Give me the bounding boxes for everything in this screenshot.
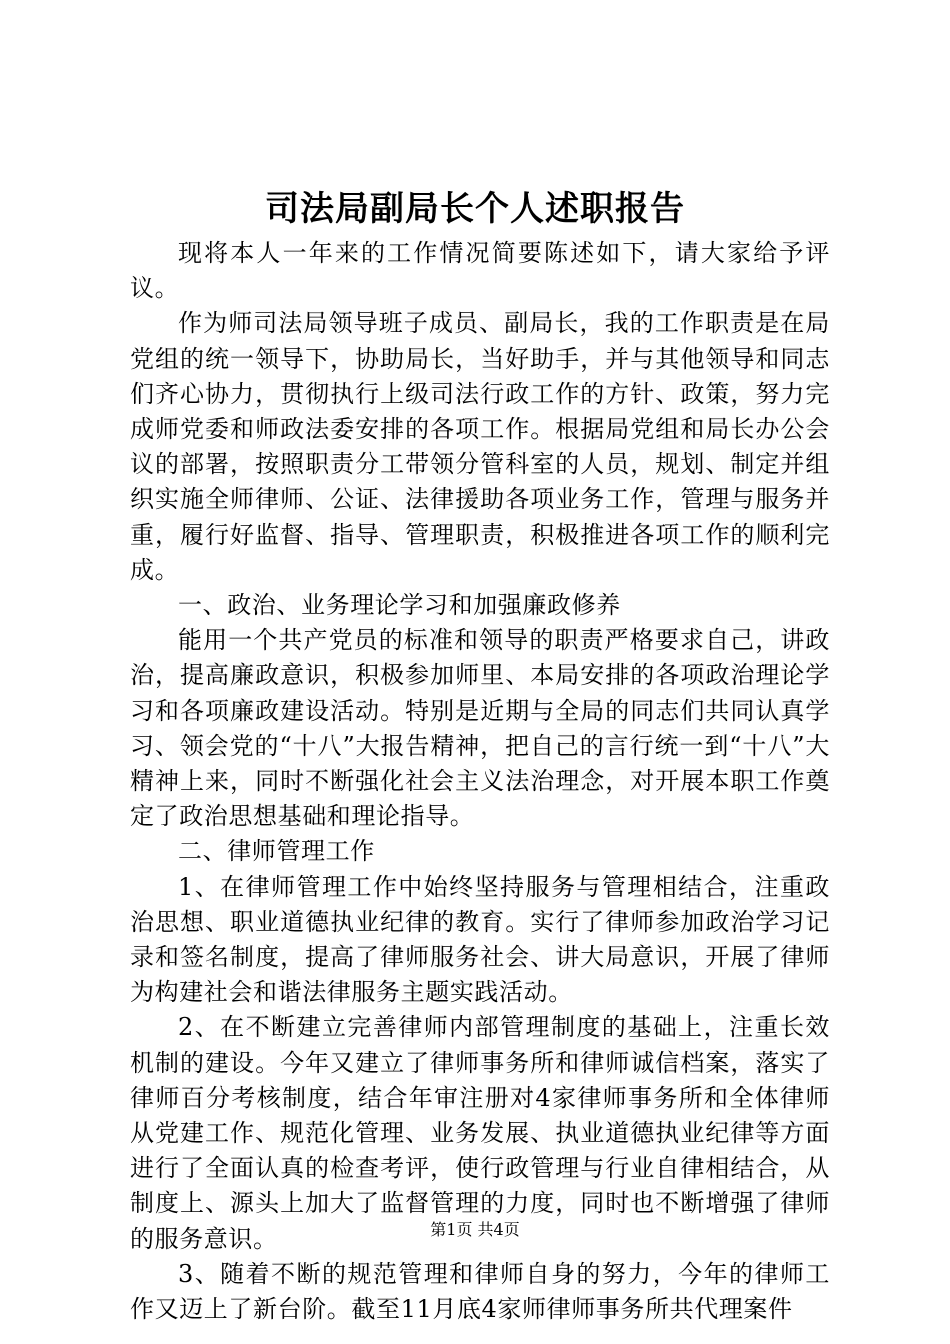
section-heading-2: 二、律师管理工作 [178,837,375,866]
paragraph-lawyer-3: 3、随着不断的规范管理和律师自身的努力，今年的律师工作又迈上了新台阶。截至11月底4家师律师事务所共代理案件 [130,1259,830,1324]
paragraph-duties: 作为师司法局领导班子成员、副局长，我的工作职责是在局党组的统一领导下，协助局长，当好助手，并与其他领导和同志们齐心协力，贯彻执行上级司法行政工作的方针、政策，努力完成师党委和师政法委安排的各项工作。根据局党组和局长办公会议的部署，按照职责分工带领分管科室的人员，规划、制定并组织实施全师律师、公证、法律援助各项业务工作，管理与服务并重，履行好监督、指导、管理职责，积极推进各项工作的顺利完成。 [130,309,830,584]
paragraph-lawyer-2: 2、在不断建立完善律师内部管理制度的基础上，注重长效机制的建设。今年又建立了律师事务所和律师诚信档案，落实了律师百分考核制度，结合年审注册对4家律师事务所和全体律师从党建工作、规范化管理、业务发展、执业道德执业纪律等方面进行了全面认真的检查考评，使行政管理与行业自律相结合，从制度上、源头上加大了监督管理的力度，同时也不断增强了律师的服务意识。 [130,1013,830,1253]
paragraph-political-study: 能用一个共产党员的标准和领导的职责严格要求自己，讲政治，提高廉政意识，积极参加师里、本局安排的各项政治理论学习和各项廉政建设活动。特别是近期与全局的同志们共同认真学习、领会党的“十八”大报告精神，把自己的言行统一到“十八”大精神上来，同时不断强化社会主义法治理念，对开展本职工作奠定了政治思想基础和理论指导。 [130,626,830,831]
paragraph-lawyer-1: 1、在律师管理工作中始终坚持服务与管理相结合，注重政治思想、职业道德执业纪律的教育。实行了律师参加政治学习记录和签名制度，提高了律师服务社会、讲大局意识，开展了律师为构建社会和谐法律服务主题实践活动。 [130,872,830,1007]
page-footer: 第1页 共4页 [430,1220,520,1239]
document-title: 司法局副局长个人述职报告 [265,189,685,229]
document-body [130,236,830,1327]
paragraph-intro: 现将本人一年来的工作情况简要陈述如下，请大家给予评议。 [130,239,830,303]
section-heading-1: 一、政治、业务理论学习和加强廉政修养 [178,591,621,620]
